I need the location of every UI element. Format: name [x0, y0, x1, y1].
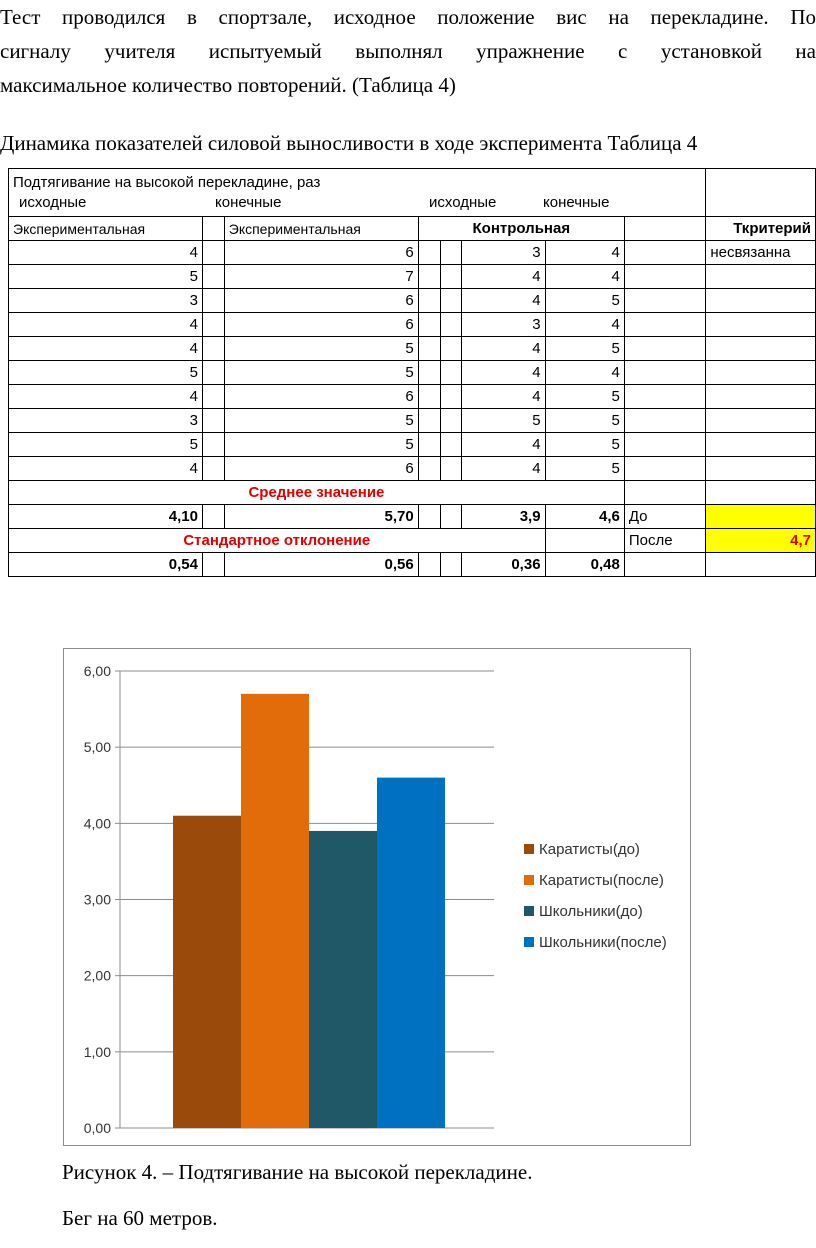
table-row [9, 289, 816, 313]
table-row [9, 265, 816, 289]
table-cell: 4 [9, 385, 203, 409]
sd-exp1: 0,54 [9, 553, 203, 577]
table-cell: 3 [462, 313, 545, 337]
table-cell: 3 [9, 289, 203, 313]
figure-caption: Рисунок 4. – Подтягивание на высокой перекладине. [62, 1160, 533, 1184]
table-row [9, 385, 816, 409]
y-tick-label: 4,00 [83, 815, 111, 832]
before-value [706, 505, 816, 529]
table-cell: 4 [545, 241, 624, 265]
bar [241, 694, 309, 1128]
mean-exp2: 5,70 [224, 505, 418, 529]
bar [173, 816, 241, 1128]
sd-ctrl2: 0,48 [545, 553, 624, 577]
table-cell: 5 [462, 409, 545, 433]
table-cell: 4 [545, 313, 624, 337]
table-row [9, 361, 816, 385]
col-final: конечные [215, 194, 282, 211]
table-row [9, 337, 816, 361]
table-cell: 4 [462, 457, 545, 481]
legend-label: Каратисты(после) [539, 872, 664, 889]
mean-ctrl1: 3,9 [462, 505, 545, 529]
y-tick-label: 6,00 [83, 663, 111, 679]
legend-swatch [524, 844, 534, 854]
table-cell: 6 [224, 457, 418, 481]
table-cell: 5 [9, 265, 203, 289]
bar [309, 831, 377, 1128]
table-cell: 5 [545, 337, 624, 361]
sd-label: Стандартное отклонение [9, 529, 546, 553]
after-label: После [624, 529, 705, 553]
table-cell: 6 [224, 241, 418, 265]
t-header-blank [706, 169, 816, 217]
mean-exp1: 4,10 [9, 505, 203, 529]
before-label: До [624, 505, 705, 529]
legend-label: Школьники(до) [539, 903, 643, 920]
table-cell: 5 [545, 457, 624, 481]
table-cell: 5 [545, 289, 624, 313]
mean-ctrl2: 4,6 [545, 505, 624, 529]
table-row [9, 433, 816, 457]
col-initial2: исходные [429, 194, 497, 211]
table-row [9, 241, 816, 265]
table-cell: 4 [9, 241, 203, 265]
intro-line: Тест проводился в спортзале, исходное положение вис на перекладине. По [0, 5, 816, 29]
table-cell: 5 [224, 337, 418, 361]
table-cell: 6 [224, 289, 418, 313]
table-cell: 5 [545, 409, 624, 433]
table-cell: 5 [224, 433, 418, 457]
table-row [9, 457, 816, 481]
y-tick-label: 0,00 [83, 1120, 111, 1136]
table-cell: 5 [9, 433, 203, 457]
table-cell: 4 [462, 265, 545, 289]
intro-line: максимальное количество повторений. (Таблица 4) [0, 73, 456, 97]
table-cell: 4 [9, 313, 203, 337]
bar [377, 778, 445, 1128]
table-cell: 5 [224, 361, 418, 385]
table-cell: 3 [462, 241, 545, 265]
t-type: несвязанна [706, 241, 816, 265]
legend-swatch [524, 906, 534, 916]
y-tick-label: 3,00 [83, 891, 111, 908]
table-header-cell [9, 169, 706, 217]
table-cell: 5 [545, 385, 624, 409]
table-cell: 4 [462, 337, 545, 361]
legend-label: Школьники(после) [539, 934, 667, 951]
table-cell: 4 [9, 337, 203, 361]
table-title: Динамика показателей силовой выносливости в ходе эксперимента Таблица 4 [0, 131, 698, 155]
after-value: 4,7 [706, 529, 816, 553]
t-criterion: Ткритерий [706, 217, 816, 241]
table-cell: 4 [9, 457, 203, 481]
table-cell: 4 [462, 361, 545, 385]
intro-paragraph [0, 0, 816, 102]
sd-ctrl1: 0,36 [462, 553, 545, 577]
table-cell: 5 [545, 433, 624, 457]
table-cell: 3 [9, 409, 203, 433]
table-cell: 6 [224, 313, 418, 337]
legend-label: Каратисты(до) [539, 841, 640, 858]
mean-label: Среднее значение [9, 481, 625, 505]
col-final2: конечные [543, 194, 610, 211]
group-exp2: Экспериментальная [224, 217, 418, 241]
legend-swatch [524, 937, 534, 947]
table-cell: 4 [462, 385, 545, 409]
bar-chart-svg [64, 649, 690, 1145]
table-cell: 4 [462, 433, 545, 457]
table-header-title: Подтягивание на высокой перекладине, раз [13, 174, 321, 191]
legend-swatch [524, 875, 534, 885]
intro-line: сигналу учителя испытуемый выполнял упражнение с установкой на [0, 39, 816, 63]
sd-exp2: 0,56 [224, 553, 418, 577]
table-cell: 4 [545, 265, 624, 289]
next-section-heading: Бег на 60 метров. [62, 1206, 218, 1230]
table-cell: 6 [224, 385, 418, 409]
y-tick-label: 1,00 [83, 1043, 111, 1060]
table-cell: 5 [224, 409, 418, 433]
table-rows [9, 241, 816, 481]
col-initial: исходные [19, 194, 87, 211]
table-cell: 5 [9, 361, 203, 385]
table-row [9, 313, 816, 337]
bar-chart [63, 648, 691, 1146]
data-table [8, 168, 816, 577]
group-control: Контрольная [418, 217, 624, 241]
y-tick-label: 2,00 [83, 967, 111, 984]
y-tick-label: 5,00 [83, 739, 111, 756]
group-exp1: Экспериментальная [9, 217, 203, 241]
table-cell: 7 [224, 265, 418, 289]
table-cell: 4 [462, 289, 545, 313]
table-row [9, 409, 816, 433]
table-cell: 4 [545, 361, 624, 385]
